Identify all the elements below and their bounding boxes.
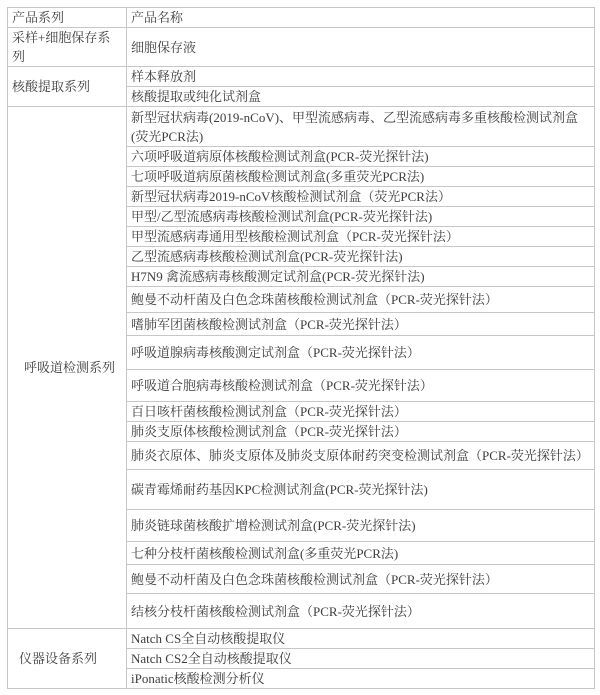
table-row [8, 67, 595, 87]
product-cell: 肺炎链球菌核酸扩增检测试剂盒(PCR-荧光探针法) [127, 510, 595, 542]
product-cell: 碳青霉烯耐药基因KPC检测试剂盒(PCR-荧光探针法) [127, 470, 595, 510]
product-cell: 新型冠状病毒2019-nCoV核酸检测试剂盒（荧光PCR法） [127, 187, 595, 207]
product-cell: 甲型/乙型流感病毒核酸检测试剂盒(PCR-荧光探针法) [127, 207, 595, 227]
product-cell: H7N9 禽流感病毒核酸测定试剂盒(PCR-荧光探针法) [127, 267, 595, 287]
product-cell: Natch CS全自动核酸提取仪 [127, 629, 595, 649]
table-row [8, 629, 595, 649]
product-cell: 七种分枝杆菌核酸检测试剂盒(多重荧光PCR法) [127, 542, 595, 565]
product-cell: 呼吸道合胞病毒核酸检测试剂盒（PCR-荧光探针法） [127, 370, 595, 402]
product-cell: 样本释放剂 [127, 67, 595, 87]
product-cell: 细胞保存液 [127, 28, 595, 67]
product-cell: iPonatic核酸检测分析仪 [127, 669, 595, 689]
product-cell: 百日咳杆菌核酸检测试剂盒（PCR-荧光探针法） [127, 402, 595, 422]
table-row [8, 107, 595, 147]
product-cell: 六项呼吸道病原体核酸检测试剂盒(PCR-荧光探针法) [127, 147, 595, 167]
product-cell: 鲍曼不动杆菌及白色念珠菌核酸检测试剂盒（PCR-荧光探针法） [127, 565, 595, 594]
product-cell: 鲍曼不动杆菌及白色念珠菌核酸检测试剂盒（PCR-荧光探针法） [127, 287, 595, 313]
product-cell: 呼吸道腺病毒核酸测定试剂盒（PCR-荧光探针法） [127, 336, 595, 370]
product-table [7, 7, 595, 689]
series-cell-extraction: 核酸提取系列 [8, 67, 127, 107]
series-cell-sampling: 采样+细胞保存系列 [8, 28, 127, 67]
product-cell: 肺炎支原体核酸检测试剂盒（PCR-荧光探针法） [127, 422, 595, 442]
product-column-header: 产品名称 [127, 8, 595, 28]
product-cell: 甲型流感病毒通用型核酸检测试剂盒（PCR-荧光探针法） [127, 227, 595, 247]
product-cell: 肺炎衣原体、肺炎支原体及肺炎支原体耐药突变检测试剂盒（PCR-荧光探针法） [127, 442, 595, 470]
product-cell: 乙型流感病毒核酸检测试剂盒(PCR-荧光探针法) [127, 247, 595, 267]
table-header-row [8, 8, 595, 28]
product-cell: 新型冠状病毒(2019-nCoV)、甲型流感病毒、乙型流感病毒多重核酸检测试剂盒(荧光PCR法) [127, 107, 595, 147]
series-cell-respiratory: 呼吸道检测系列 [8, 107, 127, 629]
product-cell: 核酸提取或纯化试剂盒 [127, 87, 595, 107]
product-cell: 七项呼吸道病原菌核酸检测试剂盒(多重荧光PCR法) [127, 167, 595, 187]
product-cell: Natch CS2全自动核酸提取仪 [127, 649, 595, 669]
table-row [8, 28, 595, 67]
product-cell: 结核分枝杆菌核酸检测试剂盒（PCR-荧光探针法） [127, 594, 595, 629]
series-cell-instruments: 仪器设备系列 [8, 629, 127, 689]
series-column-header: 产品系列 [8, 8, 127, 28]
product-cell: 嗜肺军团菌核酸检测试剂盒（PCR-荧光探针法） [127, 313, 595, 336]
